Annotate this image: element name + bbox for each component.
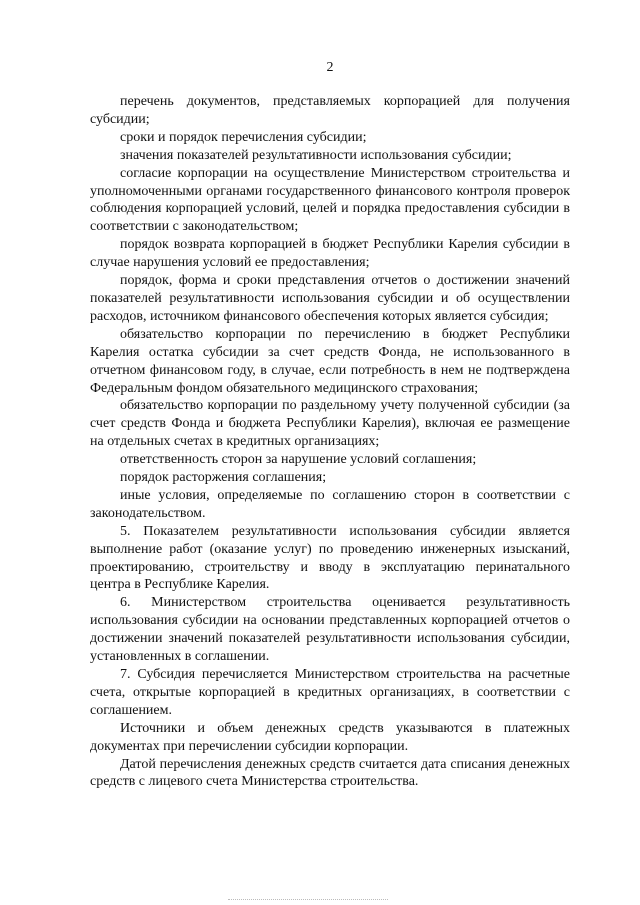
document-body — [90, 93, 570, 791]
paragraph-reporting: порядок, форма и сроки представления отчетов о достижении значений показателей результативности использования субсидии и об осуществлении расходов, источником финансового обеспечения которых является субсидия; — [90, 273, 570, 324]
scan-artifact — [228, 899, 388, 902]
paragraph-clause-7: 7. Субсидия перечисляется Министерством строительства на расчетные счета, открытые корпорацией в кредитных организациях, в соответствии с соглашением. — [90, 667, 570, 718]
paragraph-separate-accounting: обязательство корпорации по раздельному учету полученной субсидии (за счет средств Фонда и бюджета Республики Карелия), включая ее размещение на отдельных счетах в кредитных организациях; — [90, 398, 570, 450]
paragraph-transfer-terms: сроки и порядок перечисления субсидии; — [120, 129, 367, 145]
paragraph-clause-5: 5. Показателем результативности использования субсидии является выполнение работ (оказание услуг) по проведению инженерных изысканий, проектированию, строительству и вводу в эксплуатацию перинатального центра в Республике Карелия. — [90, 523, 570, 593]
paragraph-liability: ответственность сторон за нарушение условий соглашения; — [120, 452, 477, 468]
paragraph-remainder-obligation: обязательство корпорации по перечислению в бюджет Республики Карелия остатка субсидии за счет средств Фонда, не использованного в отчетном финансовом году, в случае, если потребность в нем не подтверждена Федеральным фондом обязательного медицинского страхования; — [90, 326, 570, 396]
paragraph-inspection-consent: согласие корпорации на осуществление Министерством строительства и уполномоченными органами государственного финансового контроля проверок соблюдения корпорацией условий, целей и порядка предоставления субсидии в соответствии с законодательством; — [90, 165, 570, 235]
paragraph-termination: порядок расторжения соглашения; — [120, 470, 327, 486]
paragraph-other-conditions: иные условия, определяемые по соглашению сторон в соответствии с законодательством. — [90, 487, 570, 521]
paragraph-indicator-values: значения показателей результативности использования субсидии; — [120, 147, 512, 163]
paragraph-refund-procedure: порядок возврата корпорацией в бюджет Республики Карелия субсидии в случае нарушения условий ее предоставления; — [90, 237, 570, 271]
paragraph-clause-6: 6. Министерством строительства оценивается результативность использования субсидии на основании представленных корпорацией отчетов о достижении значений показателей результативности использования субсидии, установленных в соглашении. — [90, 595, 570, 665]
paragraph-transfer-date: Датой перечисления денежных средств считается дата списания денежных средств с лицевого счета Министерства строительства. — [90, 756, 570, 790]
paragraph-payment-documents: Источники и объем денежных средств указываются в платежных документах при перечислении субсидии корпорации. — [90, 720, 570, 754]
paragraph-documents-list: перечень документов, представляемых корпорацией для получения субсидии; — [90, 94, 570, 127]
page-number: 2 — [326, 60, 334, 75]
